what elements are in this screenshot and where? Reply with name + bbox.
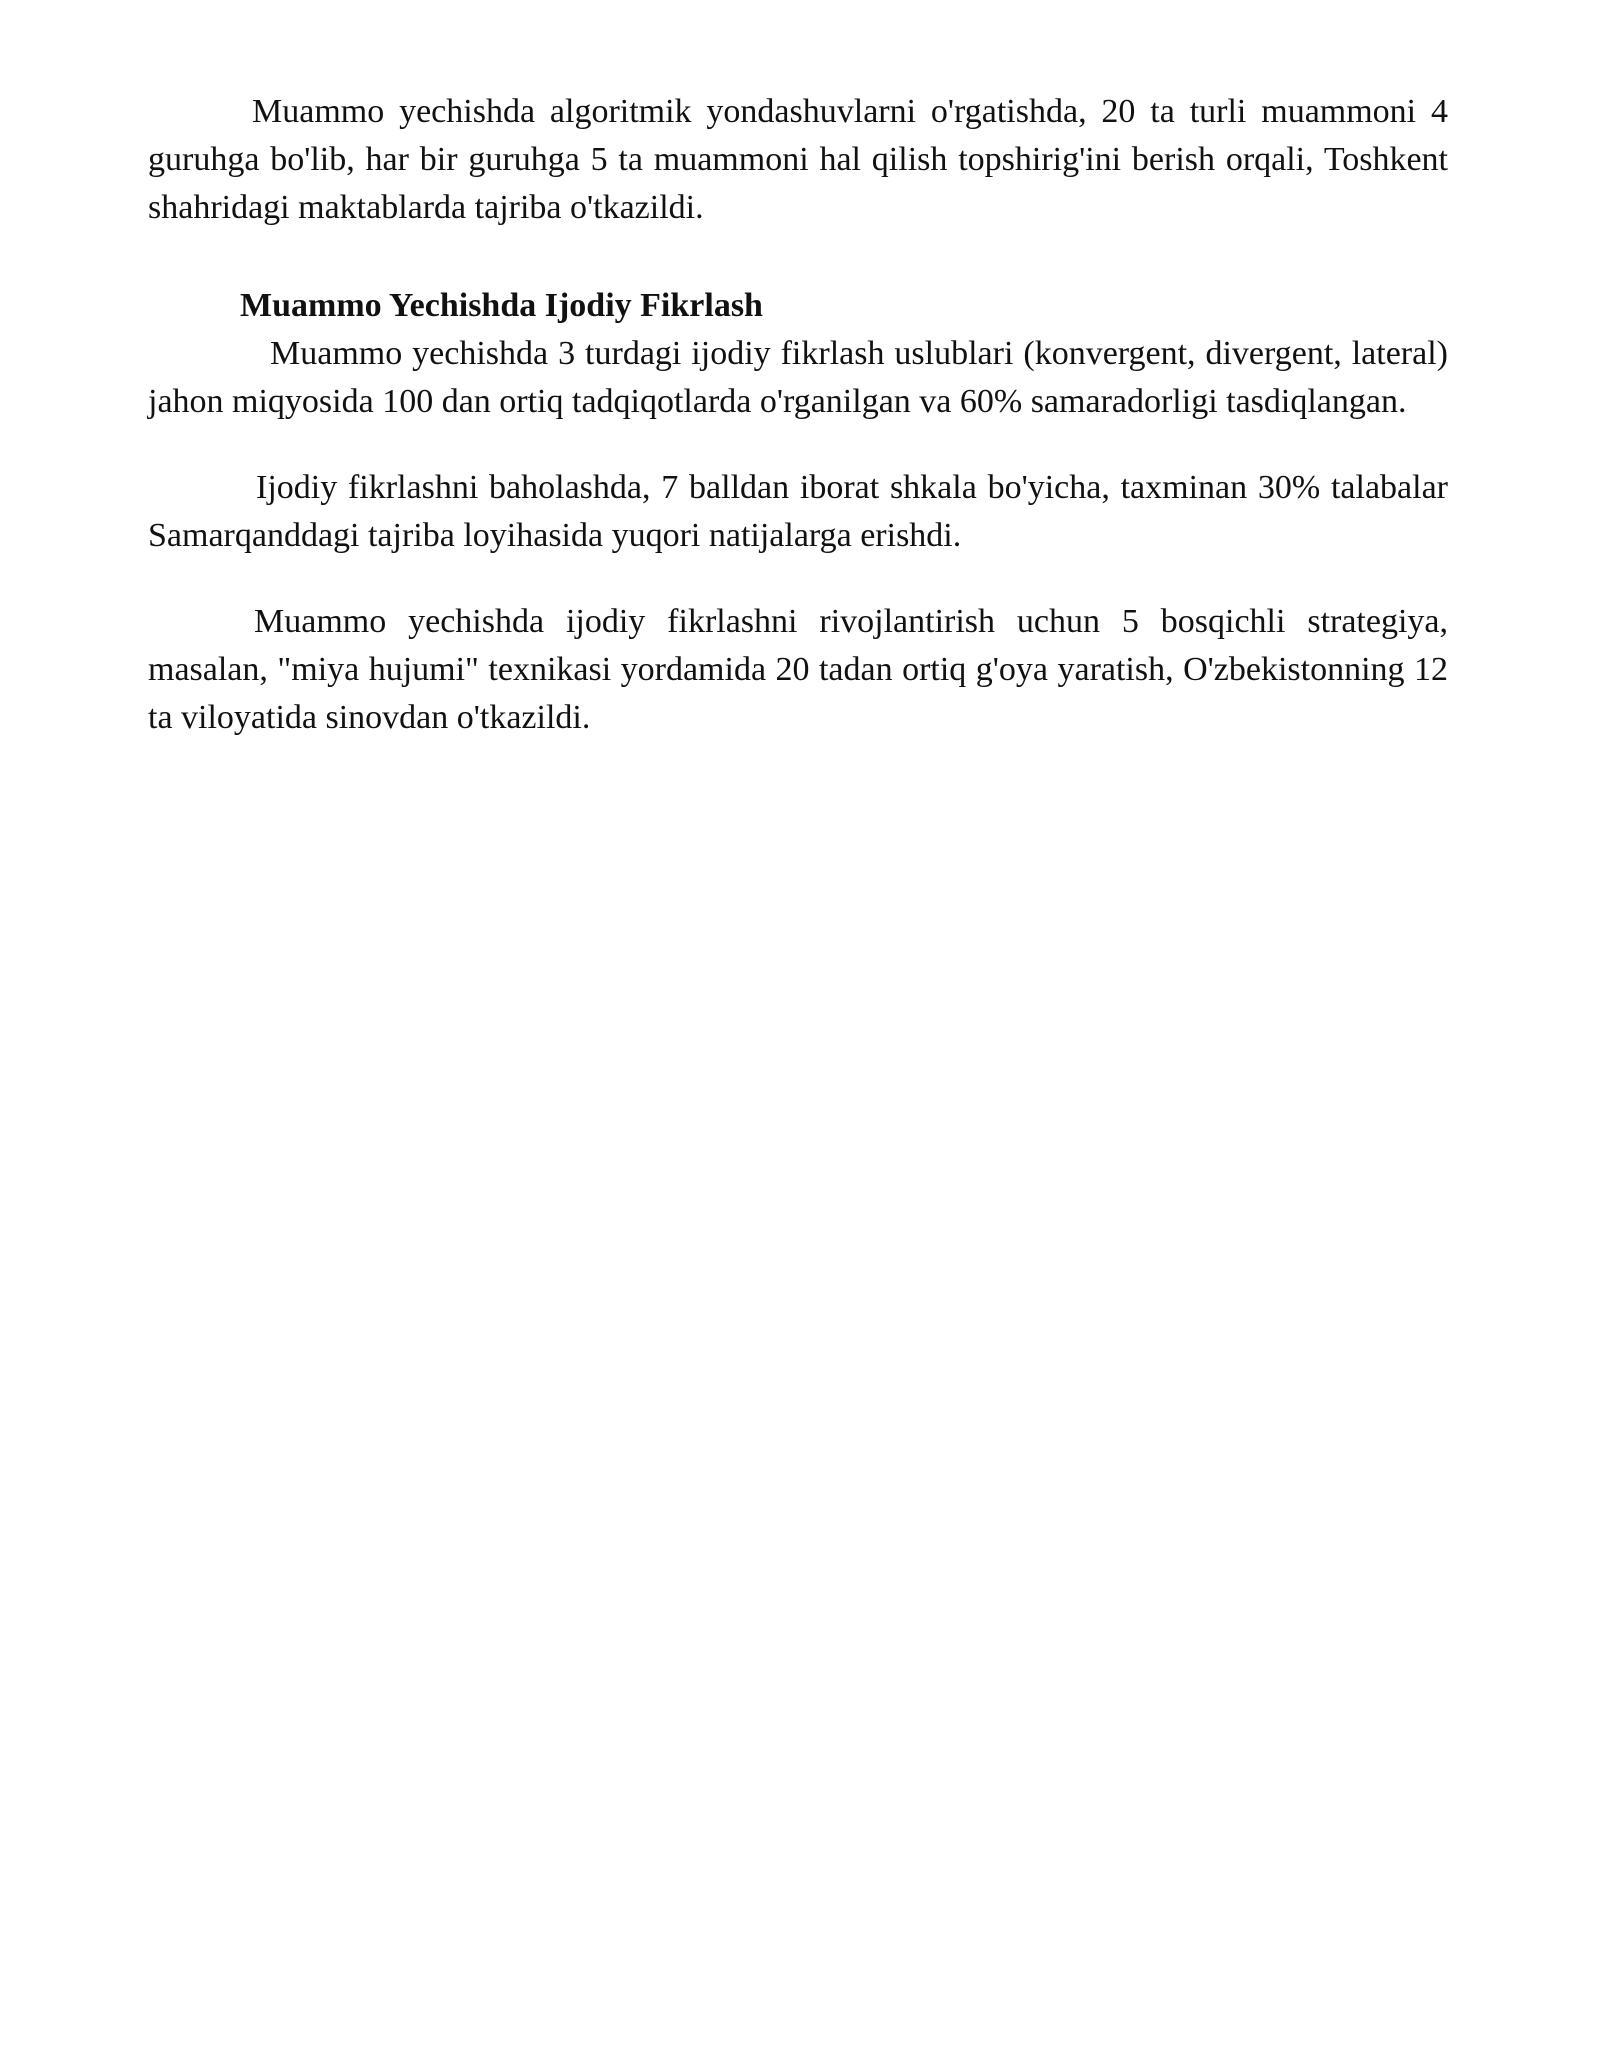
section-heading: Muammo Yechishda Ijodiy Fikrlash — [240, 287, 763, 324]
paragraph-intro: Muammo yechishda algoritmik yondashuvlarni o'rgatishda, 20 ta turli muammoni 4 guruhga bo'lib, har bir guruhga 5 ta muammoni hal qilish topshirig'ini berish orqali, Toshkent shahridagi maktablarda tajriba o'tkazildi. — [148, 93, 1448, 226]
paragraph-strategy: Muammo yechishda ijodiy fikrlashni rivojlantirish uchun 5 bosqichli strategiya, masalan, "miya hujumi" texnikasi yordamida 20 tadan ortiq g'oya yaratish, O'zbekistonning 12 ta viloyatida sinovdan o'tkazildi. — [148, 603, 1448, 736]
document-body — [148, 88, 1448, 742]
paragraph-creative-styles: Muammo yechishda 3 turdagi ijodiy fikrlash uslublari (konvergent, divergent, lateral) jahon miqyosida 100 dan ortiq tadqiqotlarda o'rganilgan va 60% samaradorligi tasdiqlangan. — [148, 335, 1448, 420]
paragraph-assessment: Ijodiy fikrlashni baholashda, 7 balldan iborat shkala bo'yicha, taxminan 30% talabalar Samarqanddagi tajriba loyihasida yuqori natijalarga erishdi. — [148, 469, 1448, 554]
